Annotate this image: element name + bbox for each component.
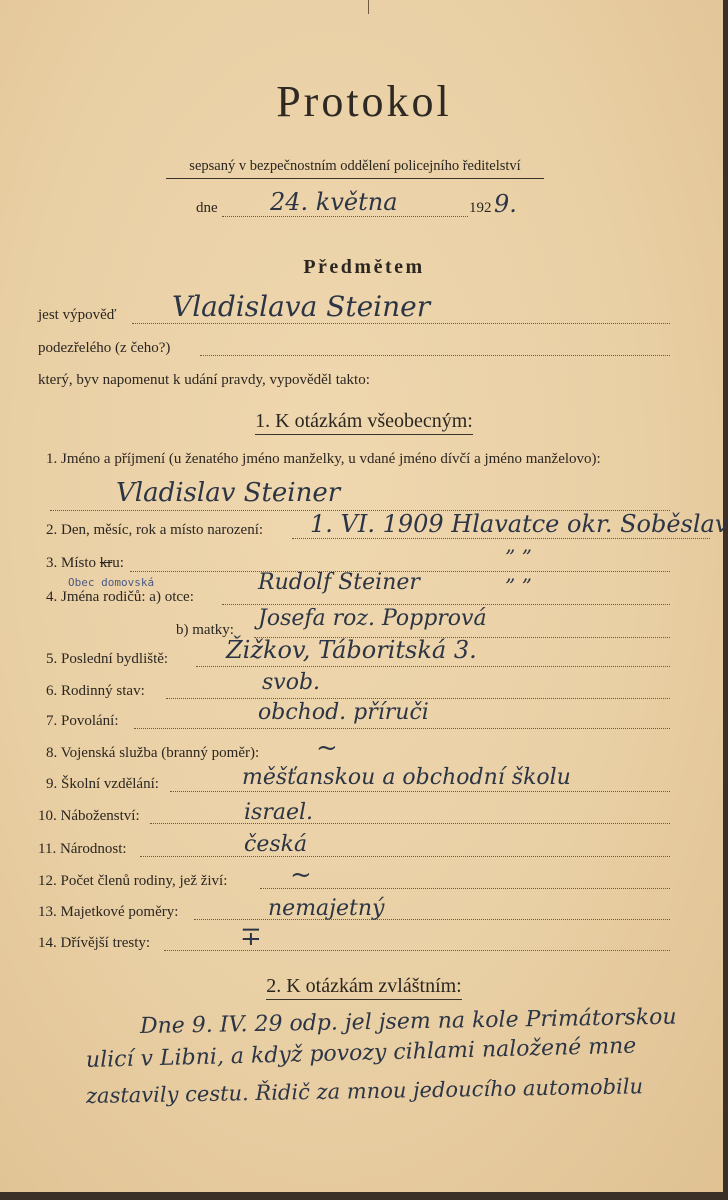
q4-label: 4. Jména rodičů: a) otce:	[46, 589, 194, 605]
q12-handwritten: ~	[290, 860, 312, 890]
date-handwritten: 24. května	[270, 188, 398, 216]
q7-dotted-line	[134, 728, 670, 729]
q6-handwritten: svob.	[262, 670, 321, 695]
q4-ditto: ” ”	[505, 574, 532, 598]
q5-handwritten: Žižkov, Táboritská 3.	[226, 636, 477, 664]
q7-handwritten: obchod. příruči	[258, 700, 429, 725]
q3-label: 3. Místo kru:	[46, 555, 124, 571]
q10-label: 10. Náboženství:	[38, 808, 140, 824]
fold-mark	[368, 0, 369, 14]
q10-dotted-line	[150, 823, 670, 824]
q4-dotted-line	[222, 604, 670, 605]
q10-handwritten: israel.	[244, 800, 314, 825]
q8-handwritten: ~	[316, 733, 338, 763]
q6-dotted-line	[166, 698, 670, 699]
suspect-label: podezřelého (z čeho?)	[38, 340, 171, 356]
q9-dotted-line	[170, 791, 670, 792]
q13-label: 13. Majetkové poměry:	[38, 904, 179, 920]
q9-label: 9. Školní vzdělání:	[46, 776, 159, 792]
q4-handwritten: Rudolf Steiner	[258, 570, 420, 595]
document-subtitle: sepsaný v bezpečnostním oddělení policejního ředitelství	[166, 158, 544, 179]
q14-handwritten: ∓	[240, 922, 262, 952]
statement-line-2: ulicí v Libni, a když povozy cihlami naložené mne	[85, 1033, 637, 1073]
warned-text: který, byv napomenut k udání pravdy, vypověděl takto:	[38, 372, 370, 388]
q12-dotted-line	[260, 888, 670, 889]
q5-dotted-line	[196, 666, 670, 667]
q3-ditto: ” ”	[505, 545, 532, 569]
q8-label: 8. Vojenská služba (branný poměr):	[46, 745, 260, 761]
testimony-handwritten: Vladislava Steiner	[172, 290, 431, 323]
suspect-dotted-line	[200, 355, 670, 356]
q9-handwritten: měšťanskou a obchodní školu	[242, 765, 571, 790]
q2-label: 2. Den, měsíc, rok a místo narození:	[46, 522, 264, 538]
year-handwritten: 9.	[494, 190, 517, 218]
q1-handwritten: Vladislav Steiner	[116, 478, 341, 508]
scan-edge-right	[723, 0, 728, 1200]
q2-handwritten: 1. VI. 1909 Hlavatce okr. Soběslav	[310, 510, 728, 538]
q13-dotted-line	[194, 919, 670, 920]
q6-label: 6. Rodinný stav:	[46, 683, 145, 699]
q11-dotted-line	[140, 856, 670, 857]
q14-label: 14. Dřívější tresty:	[38, 935, 151, 951]
q2-dotted-line	[292, 538, 710, 539]
q11-handwritten: česká	[244, 832, 308, 857]
q13-handwritten: nemajetný	[268, 896, 385, 921]
statement-line-1: Dne 9. IV. 29 odp. jel jsem na kole Primátorskou	[139, 1004, 677, 1039]
section1-heading: 1. K otázkám všeobecným:	[0, 410, 728, 433]
statement-line-3: zastavily cestu. Řidič za mnou jedoucího automobilu	[85, 1074, 644, 1108]
section2-heading: 2. K otázkám zvláštním:	[0, 975, 728, 998]
testimony-dotted-line	[132, 323, 670, 324]
document-title: Protokol	[276, 77, 452, 126]
subject-heading: Předmětem	[303, 256, 425, 278]
q4b-label: b) matky:	[176, 622, 234, 638]
q3-stamp-domovska: Obec domovská	[68, 576, 155, 589]
q1-label: 1. Jméno a příjmení (u ženatého jméno manželky, u vdané jméno dívčí a jméno manželovo):	[46, 451, 601, 467]
date-dotted-line	[222, 216, 468, 217]
testimony-label: jest výpověď	[38, 307, 117, 323]
date-label: dne	[196, 200, 218, 216]
q5-label: 5. Poslední bydliště:	[46, 651, 169, 667]
year-prefix: 192	[469, 200, 492, 216]
q4b-handwritten: Josefa roz. Popprová	[258, 606, 487, 631]
q11-label: 11. Národnost:	[38, 841, 127, 857]
q7-label: 7. Povolání:	[46, 713, 119, 729]
q12-label: 12. Počet členů rodiny, jež živí:	[38, 873, 228, 889]
scan-edge-bottom	[0, 1192, 728, 1200]
